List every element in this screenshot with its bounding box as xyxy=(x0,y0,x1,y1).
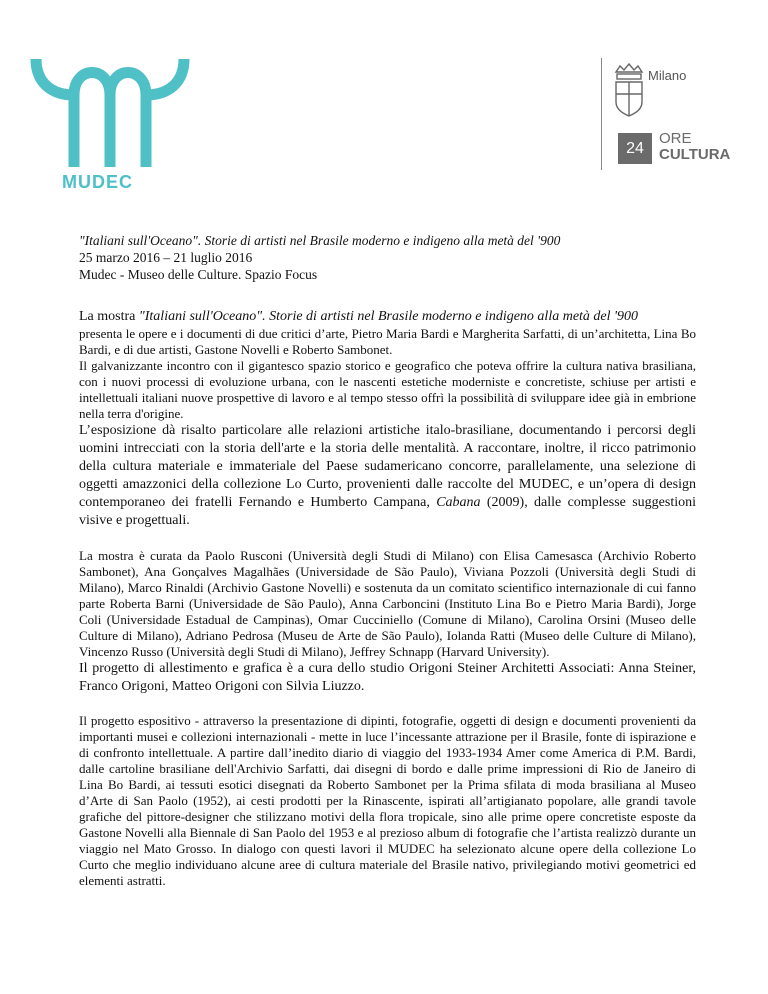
ore-number-badge: 24 xyxy=(618,133,652,164)
press-release-body xyxy=(79,232,696,889)
project-paragraph: Il progetto espositivo - attraverso la presentazione di dipinti, fotografie, oggetti di design e documenti provenienti da importanti musei e collezioni internazionali - mette in luce l’incessante attrazione per il Brasile, fonte di ispirazione e di confronto intellettuale. A partire dall’inedito diario di viaggio del 1933-1934 Amer come America di P.M. Bardi, dalle cartoline brasiliane dell'Archivio Sarfatti, dai disegni di bordo e dalle prime impressioni di Rio de Janeiro di Lina Bo Bardi, ai tessuti esotici disegnati da Roberto Sambonet per la Prima sfilata di moda brasiliana al Museo d’Arte di San Paolo (1952), ai cesti prodotti per la Rinascente, ispirati all’artigianato popolare, alle grandi tavole grafiche del pittore-designer che stilizzano motivi della flora tropicale, sino alle prime opere concretiste esposte da Gastone Novelli alla Biennale di San Paolo del 1953 e al prezioso album di fotografie che l’artista realizzò durante un viaggio nel Mato Grosso. In dialogo con questi lavori il MUDEC ha selezionato alcune opere della collezione Lo Curto che meglio individuano alcune aree di cultura materiale del Brasile nativo, privilegiando motivi geometrici ed elementi astratti. xyxy=(79,713,696,888)
relations-paragraph: L’esposizione dà risalto particolare alle relazioni artistiche italo-brasiliane, documentando i percorsi degli uomini intrecciati con la storia dell'arte e la storia delle mentalità. A raccontare, inoltre, il ricco patrimonio della cultura materiale e immateriale del Paese sudamericano concorre, parallelamente, una selezione di oggetti amazzonici della collezione Lo Curto, provenienti dalle raccolte del MUDEC, e un’opera di design contemporaneo dei fratelli Fernando e Humberto Campana, Cabana (2009), dalle complesse suggestioni visive e progettuali. xyxy=(79,423,696,528)
ore-word: ORE xyxy=(659,130,692,147)
intro-paragraph-heading: La mostra "Italiani sull'Oceano". Storie di artisti nel Brasile moderno e indigeno alla metà del '900 xyxy=(79,309,639,324)
encounter-paragraph: Il galvanizzante incontro con il gigantesco spazio storico e geografico che poteva offrire la cultura nativa brasiliana, con i nuovi processi di evoluzione urbana, con le nascenti estetiche moderniste e concretiste, schiuse per artisti e intellettuali italiani nuove prospettive di lavoro e al tempo stesso offrì la possibilità di sviluppare idee già in embrione nella terra d'origine. xyxy=(79,358,696,421)
exhibition-title: "Italiani sull'Oceano". Storie di artisti nel Brasile moderno e indigeno alla metà del '900 xyxy=(79,233,561,248)
intro-paragraph: presenta le opere e i documenti di due critici d’arte, Pietro Maria Bardi e Margherita Sarfatti, di un’architetta, Lina Bo Bardi, e di due artisti, Gastone Novelli e Roberto Sambonet. xyxy=(79,326,696,357)
exhibition-dates: 25 marzo 2016 – 21 luglio 2016 xyxy=(79,250,253,265)
milano-label: Milano xyxy=(648,68,687,83)
mudec-wordmark: MUDEC xyxy=(62,172,133,192)
intro-exhibition-title: "Italiani sull'Oceano". Storie di artisti nel Brasile moderno e indigeno alla metà del '900 xyxy=(138,309,639,324)
cultura-word: CULTURA xyxy=(659,146,731,163)
design-paragraph: Il progetto di allestimento e grafica è a cura dello studio Origoni Steiner Architetti Associati: Anna Steiner, Franco Origoni, Matteo Origoni con Silvia Liuzzo. xyxy=(79,661,696,694)
cabana-title: Cabana xyxy=(436,495,481,510)
milano-crest-icon xyxy=(612,62,646,118)
exhibition-venue: Mudec - Museo delle Culture. Spazio Focus xyxy=(79,267,318,282)
logo-divider xyxy=(601,58,602,170)
curators-paragraph: La mostra è curata da Paolo Rusconi (Università degli Studi di Milano) con Elisa Camesasca (Archivio Roberto Sambonet), Ana Gonçalves Magalhães (Universidade de São Paulo), Viviana Pozzoli (Università degli Studi di Milano), Marco Rinaldi (Archivio Gastone Novelli) e sostenuta da un comitato scientifico internazionale di cui fanno parte Roberta Barni (Universidade de São Paulo), Anna Carboncini (Instituto Lina Bo e Pietro Maria Bardi), Jorge Coli (Universidade Estadual de Campinas), Omar Cucciniello (Comune di Milano), Carolina Orsini (Museo delle Culture di Milano), Adriano Pedrosa (Museu de Arte de São Paulo), Iolanda Ratti (Museo delle Culture di Milano), Vincenzo Russo (Università degli Studi di Milano), Jeffrey Schnapp (Harvard University). xyxy=(79,548,696,659)
